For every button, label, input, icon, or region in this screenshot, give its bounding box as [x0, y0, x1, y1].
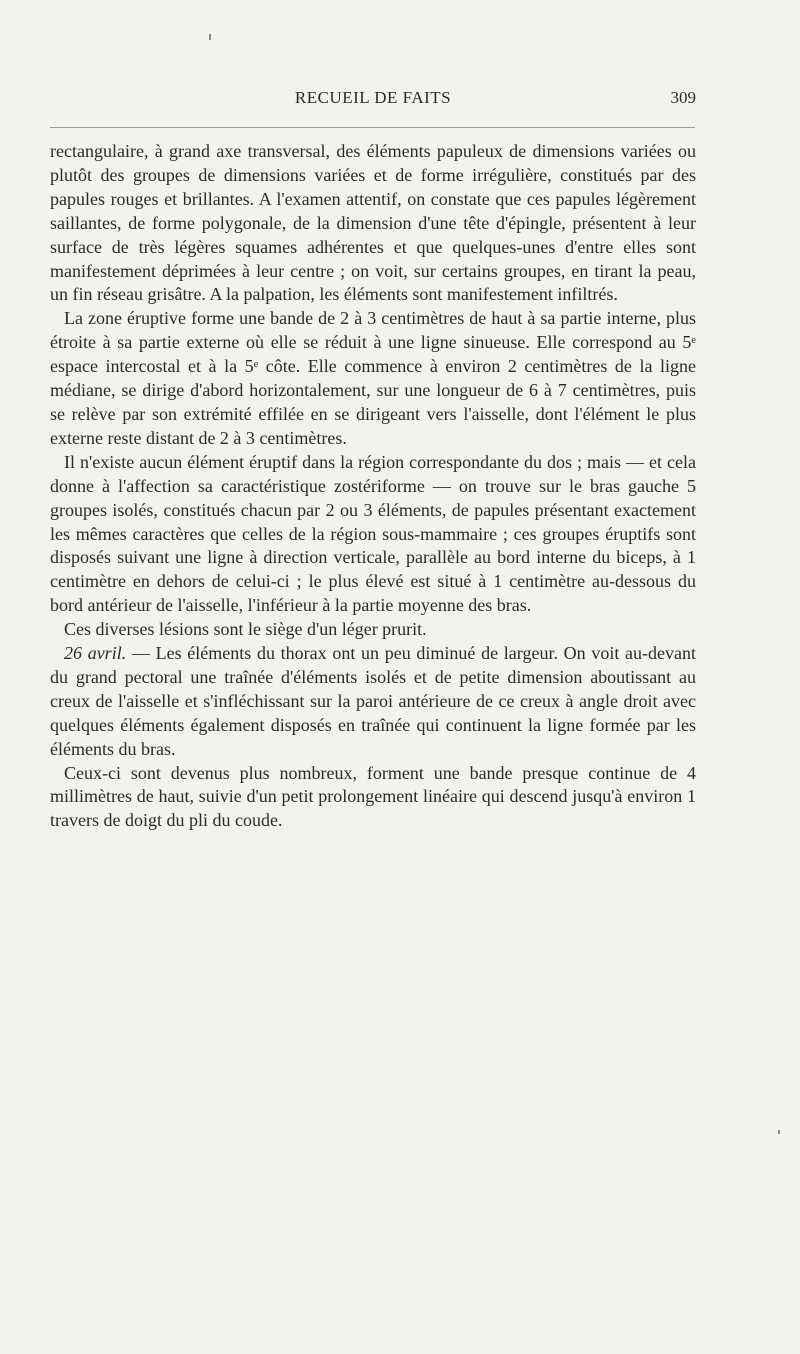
entry-text: — Les éléments du thorax ont un peu diminué de largeur. On voit au-devant du grand pectoral une traînée d'éléments isolés et de petite dimension aboutissant au creux de l'aisselle et s'infléchissant sur la paroi antérieure de ce creux à angle droit avec quelques éléments également disposés en traînée qui continuent la ligne formée par les éléments du bras.: [50, 643, 696, 759]
paragraph: Ceux-ci sont devenus plus nombreux, forment une bande presque continue de 4 millimètres de haut, suivie d'un petit prolongement linéaire qui descend jusqu'à environ 1 travers de doigt du pli du coude.: [50, 762, 696, 831]
paragraph: rectangulaire, à grand axe transversal, des éléments papuleux de dimensions variées ou plutôt des groupes de dimensions variées et de forme irrégulière, constitués par des papules rouges et brillantes. A l'examen attentif, on constate que ces papules légèrement saillantes, de forme polygonale, de la dimension d'une tête d'épingle, présentent à leur surface de très légères squames adhérentes et que quelques-unes d'entre elles sont manifestement déprimées à leur centre ; on voit, sur certains groupes, en tirant la peau, un fin réseau grisâtre. A la palpation, les éléments sont manifestement infiltrés.: [50, 141, 696, 305]
paragraph: [50, 642, 696, 762]
body-text: [50, 140, 696, 833]
header-rule: [50, 127, 695, 128]
paragraph: La zone éruptive forme une bande de 2 à 3 centimètres de haut à sa partie interne, plus étroite à sa partie externe où elle se réduit à une ligne sinueuse. Elle correspond au 5ᵉ espace intercostal et à la 5ᵉ côte. Elle commence à environ 2 centimètres de la ligne médiane, se dirige d'abord horizontalement, sur une longueur de 6 à 7 centimètres, puis se relève par son extrémité effilée en se dirigeant vers l'aisselle, dont l'élément le plus externe reste distant de 2 à 3 centimètres.: [50, 308, 696, 448]
running-title: RECUEIL DE FAITS: [294, 88, 452, 107]
entry-date: 26 avril.: [64, 643, 127, 664]
page-header: [50, 88, 696, 114]
scan-speck: [209, 34, 211, 40]
page-number: 309: [670, 88, 696, 107]
paragraph: Il n'existe aucun élément éruptif dans la région correspondante du dos ; mais — et cela donne à l'affection sa caractéristique zostériforme — on trouve sur le bras gauche 5 groupes isolés, constitués chacun par 2 ou 3 éléments, de papules présentant exactement les mêmes caractères que celles de la région sous-mammaire ; ces groupes éruptifs sont disposés suivant une ligne à direction verticale, parallèle au bord interne du biceps, à 1 centimètre en dehors de celui-ci ; le plus élevé est situé à 1 centimètre au-dessous du bord antérieur de l'aisselle, l'inférieur à la partie moyenne des bras.: [50, 451, 696, 616]
paragraph: Ces diverses lésions sont le siège d'un léger prurit.: [64, 619, 427, 640]
scan-speck: [778, 1130, 780, 1134]
